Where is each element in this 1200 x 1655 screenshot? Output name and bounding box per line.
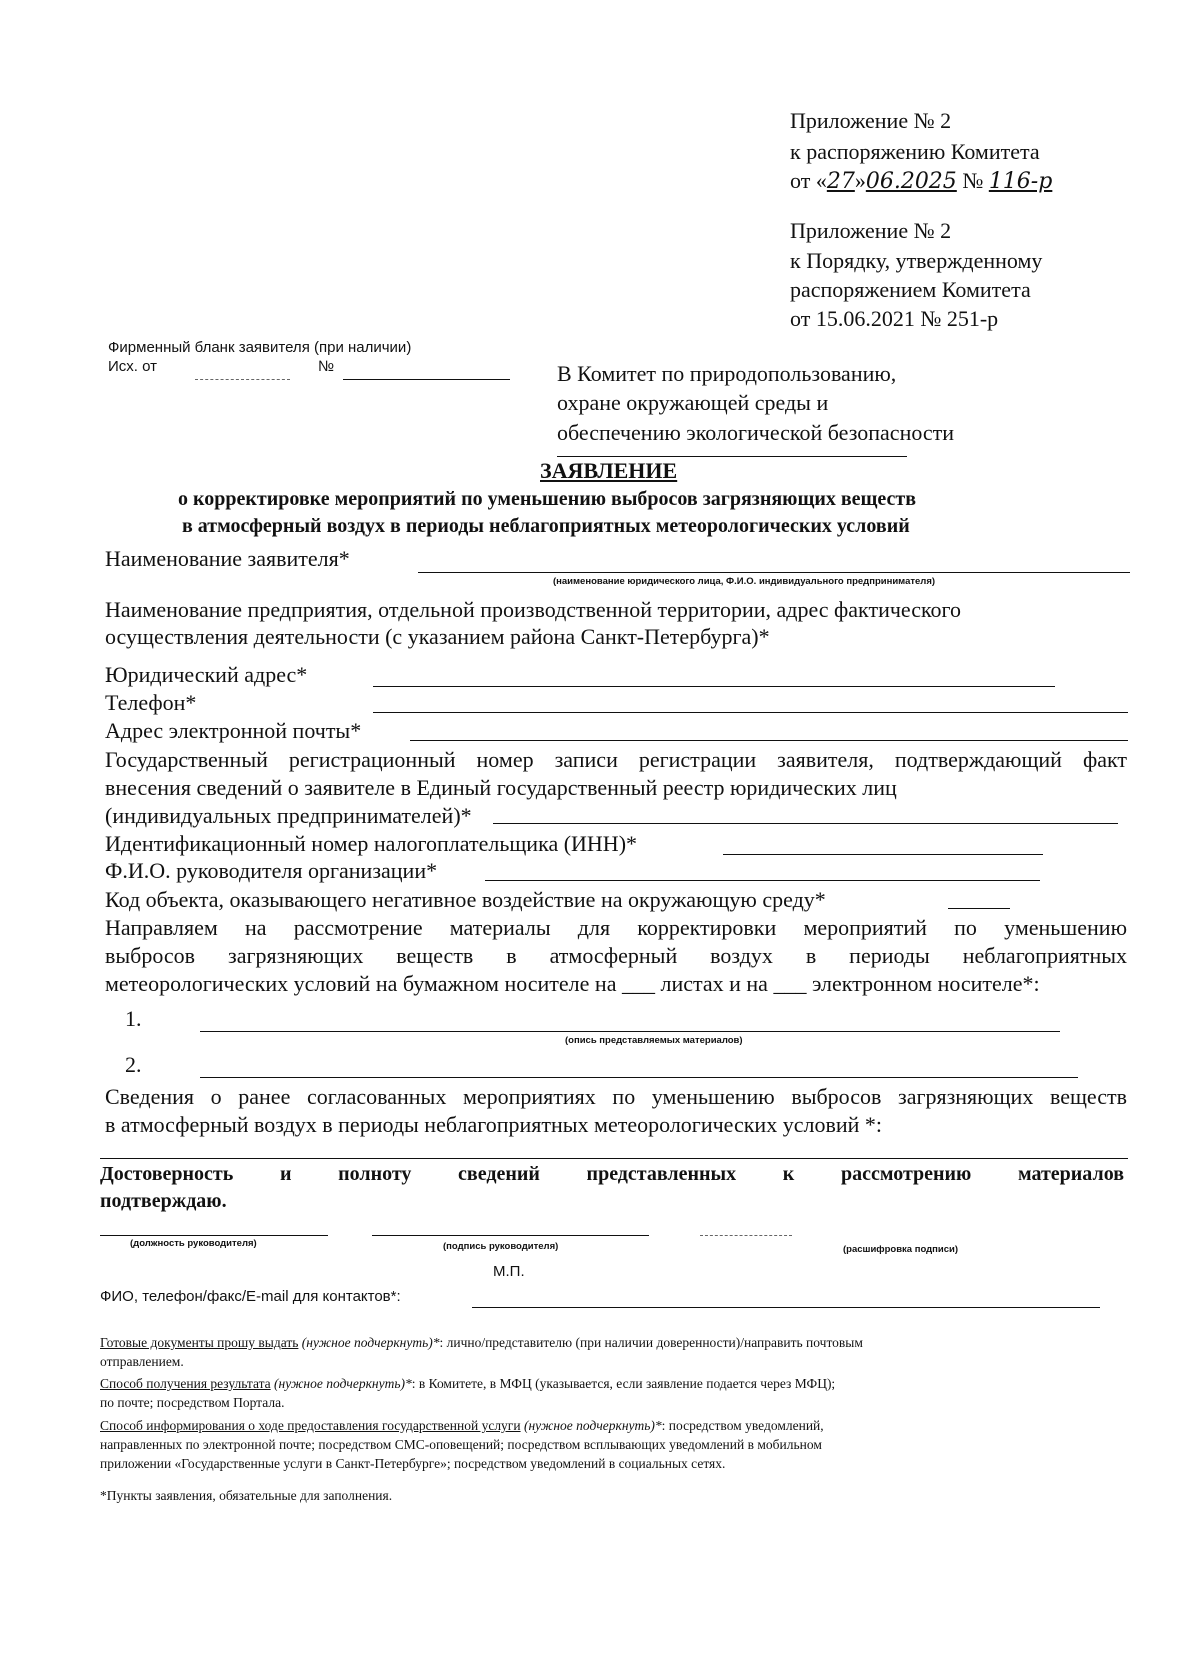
input-line-previous[interactable] bbox=[100, 1158, 1128, 1159]
outgoing-number-line bbox=[343, 379, 510, 380]
materials-line3: метеорологических условий на бумажном носителе на ___ листах и на ___ электронном носителе*: bbox=[105, 971, 1040, 996]
previous-line2: в атмосферный воздух в периоды неблагоприятных метеорологических условий *: bbox=[105, 1112, 882, 1137]
appendix1-no-label: № bbox=[962, 168, 984, 193]
footer-result-line2: по почте; посредством Портала. bbox=[100, 1395, 285, 1410]
label-inn: Идентификационный номер налогоплательщика (ИНН)* bbox=[105, 831, 638, 856]
hint-applicant-name: (наименование юридического лица, Ф.И.О. индивидуального предпринимателя) bbox=[553, 576, 936, 587]
input-line-materials-item2[interactable] bbox=[200, 1077, 1078, 1078]
hint-signature-decode: (расшифровка подписи) bbox=[843, 1244, 959, 1255]
footer-paragraph-result bbox=[100, 1376, 1130, 1392]
confirm-line2: подтверждаю. bbox=[100, 1190, 227, 1212]
input-line-materials-item1[interactable] bbox=[200, 1031, 1060, 1032]
input-line-email[interactable] bbox=[410, 740, 1128, 741]
input-line-applicant-name[interactable] bbox=[418, 572, 1130, 573]
footer-inform-hint: (нужное подчеркнуть)* bbox=[523, 1418, 662, 1433]
input-line-object-code[interactable] bbox=[948, 908, 1010, 909]
addressee-line1: В Комитет по природопользованию, bbox=[557, 361, 897, 386]
footer-delivery-options: : лично/представителю (при наличии доверенности)/направить почтовым bbox=[439, 1335, 863, 1350]
addressee-underline bbox=[557, 456, 907, 457]
confirm-line1: Достоверность и полноту сведений представленных к рассмотрению материалов bbox=[100, 1163, 1124, 1185]
footer-inform-label: Способ информирования о ходе предоставления государственной услуги bbox=[100, 1418, 521, 1433]
addressee-line2: охране окружающей среды и bbox=[557, 390, 829, 415]
label-contacts: ФИО, телефон/факс/E-mail для контактов*: bbox=[100, 1288, 401, 1305]
footer-paragraph-inform bbox=[100, 1418, 1130, 1434]
materials-item2-number: 2. bbox=[125, 1052, 142, 1077]
hint-position: (должность руководителя) bbox=[130, 1238, 257, 1249]
materials-line1: Направляем на рассмотрение материалы для корректировки мероприятий по уменьшению bbox=[105, 915, 1127, 940]
appendix1-line2: к распоряжению Комитета bbox=[790, 139, 1040, 164]
footer-inform-line2: направленных по электронной почте; посредством СМС-оповещений; посредством всплывающих уведомлений в мобильном bbox=[100, 1437, 822, 1452]
title-sub2: в атмосферный воздух в периоды неблагоприятных метеорологических условий bbox=[182, 515, 910, 537]
input-line-ogrn[interactable] bbox=[493, 823, 1118, 824]
label-legal-address: Юридический адрес* bbox=[105, 662, 308, 687]
materials-item1-number: 1. bbox=[125, 1006, 142, 1031]
footer-delivery-line2: отправлением. bbox=[100, 1354, 184, 1369]
materials-line2: выбросов загрязняющих веществ в атмосферный воздух в периоды неблагоприятных bbox=[105, 943, 1127, 968]
title-sub1: о корректировке мероприятий по уменьшению выбросов загрязняющих веществ bbox=[178, 488, 917, 510]
footer-result-label: Способ получения результата bbox=[100, 1376, 271, 1391]
outgoing-from-label: Исх. от bbox=[108, 358, 157, 375]
appendix2-line1: Приложение № 2 bbox=[790, 218, 952, 243]
previous-line1: Сведения о ранее согласованных мероприятиях по уменьшению выбросов загрязняющих веществ bbox=[105, 1084, 1127, 1109]
document-title: ЗАЯВЛЕНИЕ bbox=[540, 458, 678, 483]
addressee-line3: обеспечению экологической безопасности bbox=[557, 420, 955, 445]
input-line-legal-address[interactable] bbox=[373, 686, 1055, 687]
appendix2-line3: распоряжением Комитета bbox=[790, 277, 1031, 302]
footer-delivery-label: Готовые документы прошу выдать bbox=[100, 1335, 299, 1350]
label-object-code: Код объекта, оказывающего негативное воздействие на окружающую среду* bbox=[105, 887, 826, 912]
label-ogrn-line3: (индивидуальных предпринимателей)* bbox=[105, 803, 472, 828]
handwritten-date: 06.2025 bbox=[865, 169, 957, 194]
label-ogrn-line1: Государственный регистрационный номер записи регистрации заявителя, подтверждающий факт bbox=[105, 747, 1127, 772]
letterhead-caption: Фирменный бланк заявителя (при наличии) bbox=[108, 339, 412, 356]
input-line-inn[interactable] bbox=[723, 854, 1043, 855]
input-line-contacts[interactable] bbox=[472, 1307, 1100, 1308]
appendix1-line1: Приложение № 2 bbox=[790, 108, 952, 133]
footer-required-note: *Пункты заявления, обязательные для заполнения. bbox=[100, 1488, 393, 1503]
stamp-placeholder: М.П. bbox=[493, 1263, 525, 1280]
outgoing-no-label: № bbox=[318, 358, 335, 375]
footer-delivery-hint: (нужное подчеркнуть)* bbox=[301, 1335, 440, 1350]
input-line-head-name[interactable] bbox=[485, 880, 1040, 881]
appendix1-prefix: от « bbox=[790, 168, 827, 193]
label-head-name: Ф.И.О. руководителя организации* bbox=[105, 858, 438, 883]
signature-decode-line[interactable] bbox=[700, 1235, 792, 1236]
label-enterprise-line2: осуществления деятельности (с указанием района Санкт-Петербурга)* bbox=[105, 624, 770, 649]
label-ogrn-line2: внесения сведений о заявителе в Единый государственный реестр юридических лиц bbox=[105, 775, 897, 800]
signature-sign-line[interactable] bbox=[372, 1235, 649, 1236]
footer-inform-line3: приложении «Государственные услуги в Санкт-Петербурге»; посредством уведомлений в социальных сетях. bbox=[100, 1456, 726, 1471]
appendix1-mid: » bbox=[854, 168, 866, 193]
outgoing-date-line bbox=[195, 379, 290, 380]
handwritten-day: 27 bbox=[826, 169, 855, 194]
hint-materials: (опись представляемых материалов) bbox=[565, 1035, 743, 1046]
label-applicant-name: Наименование заявителя* bbox=[105, 546, 350, 571]
footer-result-hint: (нужное подчеркнуть)* bbox=[274, 1376, 412, 1391]
appendix2-line4: от 15.06.2021 № 251-р bbox=[790, 306, 999, 331]
label-email: Адрес электронной почты* bbox=[105, 718, 362, 743]
appendix1-line3 bbox=[790, 168, 1052, 194]
signature-position-line[interactable] bbox=[100, 1235, 328, 1236]
appendix2-line2: к Порядку, утвержденному bbox=[790, 248, 1043, 273]
label-phone: Телефон* bbox=[105, 690, 197, 715]
footer-result-options: : в Комитете, в МФЦ (указывается, если заявление подается через МФЦ); bbox=[411, 1376, 836, 1391]
handwritten-number: 116-р bbox=[988, 169, 1053, 194]
footer-inform-options: : посредством уведомлений, bbox=[661, 1418, 824, 1433]
label-enterprise-line1: Наименование предприятия, отдельной производственной территории, адрес фактического bbox=[105, 597, 962, 622]
hint-signature: (подпись руководителя) bbox=[443, 1241, 559, 1252]
footer-paragraph-delivery bbox=[100, 1335, 1130, 1351]
input-line-phone[interactable] bbox=[373, 712, 1128, 713]
